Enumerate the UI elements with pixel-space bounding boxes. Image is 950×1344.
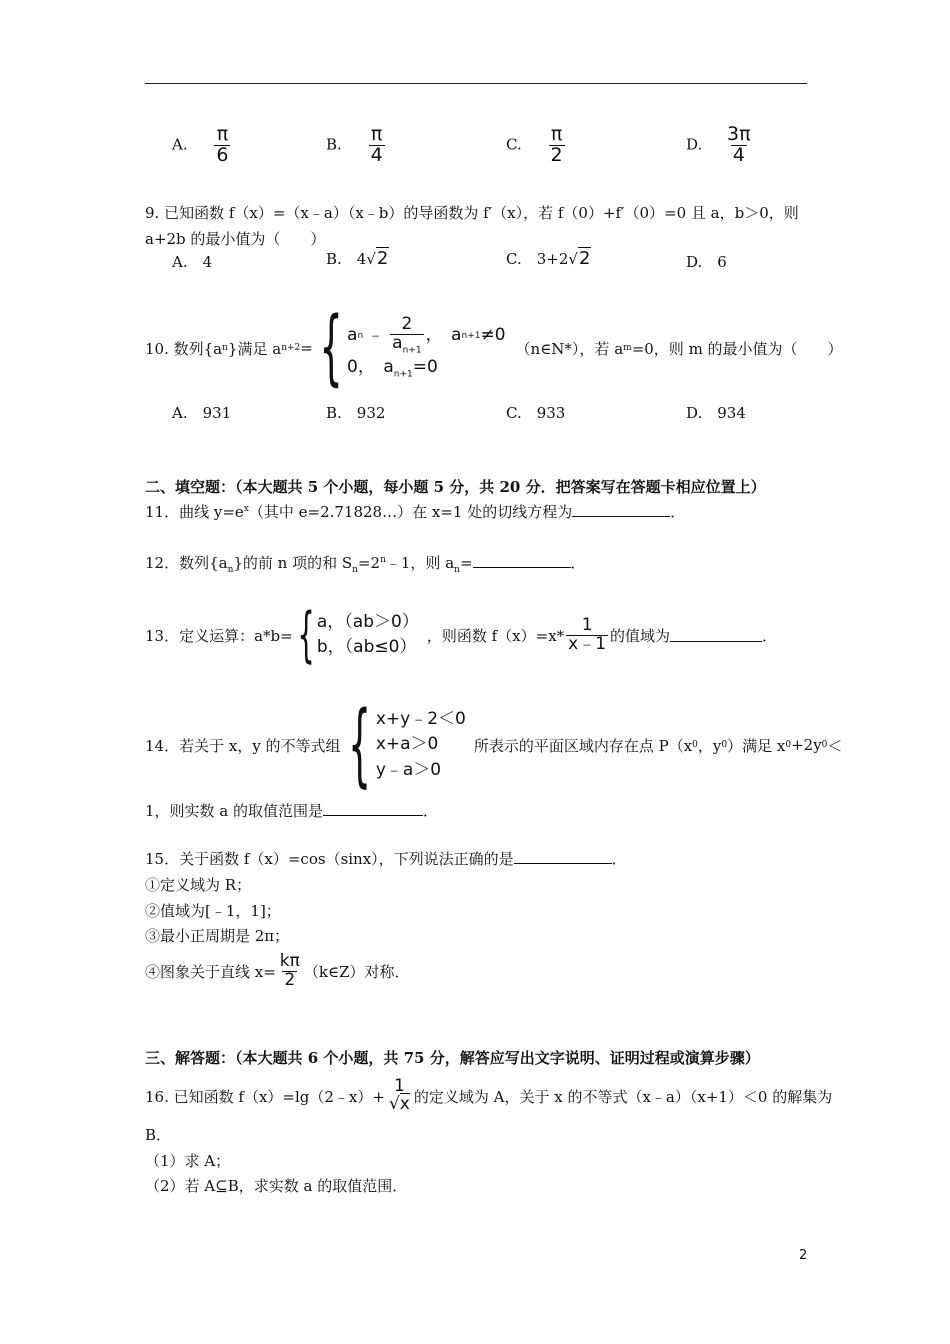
q16-line2: B． — [145, 1126, 172, 1144]
q12: 12．数列$\{a_n\}$的前 n 项的和 $S_n=2^n﹣1$，则 $a_n=$ ． — [145, 554, 586, 575]
q10-stem: 10. 数列{a n }满足 a n+2 = { a n ﹣ $\frac{2}{a_{n+1}}$ ， a n+1 ≠0 0， $a_{n+1}=0$ （n∈N*），若 a m =0，则 m 的最小值为（ ） — [145, 300, 843, 395]
q15-item-4: ④图象关于直线 x= $\frac{k\pi}{2}$ （k∈Z）对称． — [145, 950, 410, 990]
q8-a-num: π — [216, 123, 229, 145]
q14-answer-blank[interactable] — [323, 802, 423, 816]
q15-item-1: ①定义域为 R； — [145, 876, 252, 894]
q10-option-c: C. 933 — [506, 404, 566, 422]
section-2-heading: 二、填空题：（本大题共 5 个小题，每小题 5 分，共 20 分．把答案写在答题卡相应位置上） — [145, 478, 766, 496]
q16: 16. 已知函数 f（x）=lg（2﹣x）+ 1 √x 的定义域为 A，关于 x 的不等式（x﹣a）（x+1）＜0 的解集为 — [145, 1076, 833, 1114]
q16-part-1: （1）求 A； — [145, 1152, 231, 1170]
q9-line1: 9. 已知函数 f（x）=（x﹣a）（x﹣b）的导函数为 f′（x），若 f（0）+f′（0）=0 且 a，b＞0，则 — [145, 204, 799, 222]
q15-answer-blank[interactable] — [514, 850, 612, 864]
q15-item-2: ②值域为[﹣1，1]； — [145, 902, 281, 920]
header-rule — [145, 83, 807, 84]
q10-brace: { — [319, 300, 343, 395]
q15-item-3: ③最小正周期是 2π； — [145, 927, 290, 945]
q10-option-b: B. 932 — [326, 404, 386, 422]
q11: 11．曲线 $y=e^x$（其中 e=2.71828…）在 x=1 处的切线方程为 ． — [145, 503, 686, 521]
q14-brace: { — [347, 692, 371, 797]
q12-answer-blank[interactable] — [473, 554, 571, 568]
q9-line2: a+2b 的最小值为（ ） — [145, 230, 326, 248]
q9-option-d: D. 6 — [686, 253, 727, 271]
q14: 14．若关于 x，y 的不等式组 { x+y﹣2＜0 x+a＞0 y﹣a＞0 所表示的平面区域内存在点 P（x 0 ，y 0 ）满足 x 0 +2y 0 ＜ — [145, 692, 843, 797]
q13: 13．定义运算：a*b= { a，（ab＞0） b，（ab≤0） ，则函数 f（x）=x* $\frac{1}{x﹣1}$ 的值域为 ． — [145, 600, 778, 670]
q9-option-c: C. 3+2√2 — [506, 248, 591, 269]
q9-option-a: A. 4 — [172, 253, 213, 271]
q8-option-d: D. $\frac{3\pi}{4}$ — [686, 123, 751, 166]
q11-answer-blank[interactable] — [572, 503, 670, 517]
q10-option-d: D. 934 — [686, 404, 746, 422]
page-number: 2 — [799, 1248, 808, 1263]
q8-option-c: C. $\frac{\pi}{2}$ — [506, 123, 563, 166]
q10-option-a: A. 931 — [172, 404, 232, 422]
q13-answer-blank[interactable] — [670, 628, 762, 642]
q16-part-2: （2）若 A⊆B，求实数 a 的取值范围． — [145, 1177, 408, 1195]
q13-brace: { — [297, 600, 315, 670]
q9-option-b: B. 4√2 — [326, 248, 389, 269]
section-3-heading: 三、解答题：（本大题共 6 个小题，共 75 分，解答应写出文字说明、证明过程或演算步骤） — [145, 1049, 760, 1067]
q8-option-b: B. $\frac{\pi}{4}$ — [326, 123, 383, 166]
q15: 15．关于函数 f（x）=cos（sinx），下列说法正确的是 ． — [145, 850, 627, 868]
q14-line2: 1，则实数 a 的取值范围是 ． — [145, 802, 439, 820]
q8-option-a: A. $\frac{\pi}{6}$ — [172, 123, 229, 166]
q8-a-den: 6 — [216, 143, 229, 166]
